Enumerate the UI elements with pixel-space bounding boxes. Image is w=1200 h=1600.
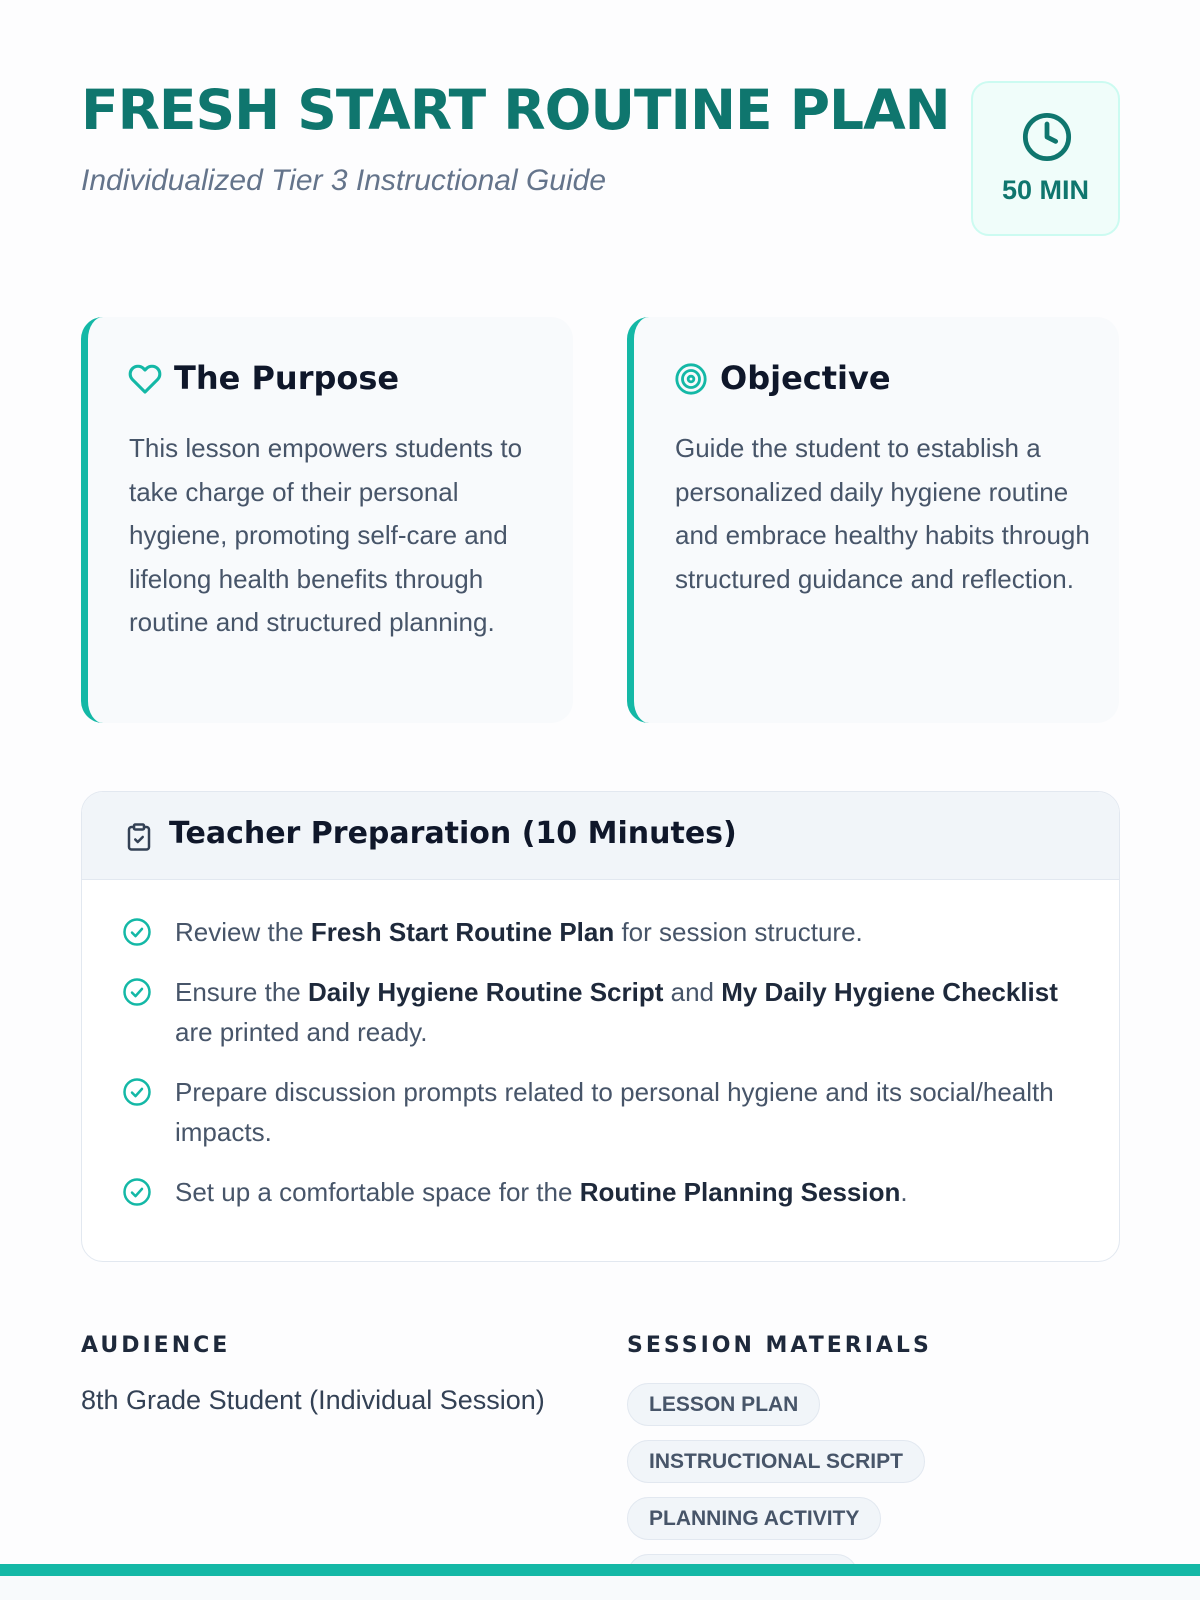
objective-card (627, 317, 1119, 723)
checklist-item (122, 1072, 1082, 1152)
objective-text: Guide the student to establish a personalized daily hygiene routine and embrace healthy habits through structured guidance and reflection. (675, 433, 1090, 594)
teacher-preparation-panel (81, 791, 1120, 1262)
checklist-item-text: . (900, 1177, 908, 1207)
footer-accent-bar (0, 1564, 1200, 1576)
duration-text: 50 MIN (1001, 175, 1090, 205)
audience-label: AUDIENCE (81, 1333, 231, 1358)
material-chip: PLANNING ACTIVITY (627, 1497, 881, 1540)
purpose-title: The Purpose (174, 359, 400, 397)
teacher-preparation-header (82, 792, 1119, 880)
material-chip: LESSON PLAN (627, 1383, 820, 1426)
page-subtitle: Individualized Tier 3 Instructional Guide (81, 164, 607, 197)
purpose-text: This lesson empowers students to take charge of their personal hygiene, promoting self-care and lifelong health benefits through routine and structured planning. (129, 433, 523, 637)
checklist-item-emphasis: Routine Planning Session (579, 1177, 901, 1207)
checklist-item-text: Set up a comfortable space for the (175, 1177, 580, 1207)
heart-icon (128, 362, 162, 396)
clipboard-check-icon (124, 820, 154, 854)
checklist-item-emphasis: Fresh Start Routine Plan (310, 917, 615, 947)
duration-badge (971, 81, 1120, 236)
checklist-item-emphasis: Daily Hygiene Routine Script (307, 977, 664, 1007)
objective-title: Objective (720, 359, 891, 397)
target-icon (674, 362, 708, 396)
checklist-item (122, 912, 1082, 952)
check-circle-icon (122, 1177, 152, 1207)
checklist-item (122, 1172, 1082, 1212)
session-materials-label: SESSION MATERIALS (627, 1333, 932, 1358)
check-circle-icon (122, 977, 152, 1007)
checklist-item-text: Prepare discussion prompts related to personal hygiene and its social/health impacts. (175, 1077, 1054, 1147)
page-title: FRESH START ROUTINE PLAN (81, 78, 950, 142)
checklist-item-text: for session structure. (614, 917, 863, 947)
checklist-item-text: are printed and ready. (175, 1017, 428, 1047)
checklist-item (122, 972, 1082, 1052)
checklist-item-emphasis: My Daily Hygiene Checklist (721, 977, 1058, 1007)
check-circle-icon (122, 917, 152, 947)
clock-icon (1021, 111, 1073, 163)
checklist-item-text: Ensure the (175, 977, 308, 1007)
checklist-item-text: and (663, 977, 722, 1007)
check-circle-icon (122, 1077, 152, 1107)
teacher-preparation-title: Teacher Preparation (10 Minutes) (169, 816, 737, 851)
preparation-checklist (122, 912, 1082, 1232)
purpose-card (81, 317, 573, 723)
footer-band (0, 1576, 1200, 1600)
audience-value: 8th Grade Student (Individual Session) (81, 1385, 545, 1415)
material-chip: INSTRUCTIONAL SCRIPT (627, 1440, 925, 1483)
checklist-item-text: Review the (175, 917, 311, 947)
